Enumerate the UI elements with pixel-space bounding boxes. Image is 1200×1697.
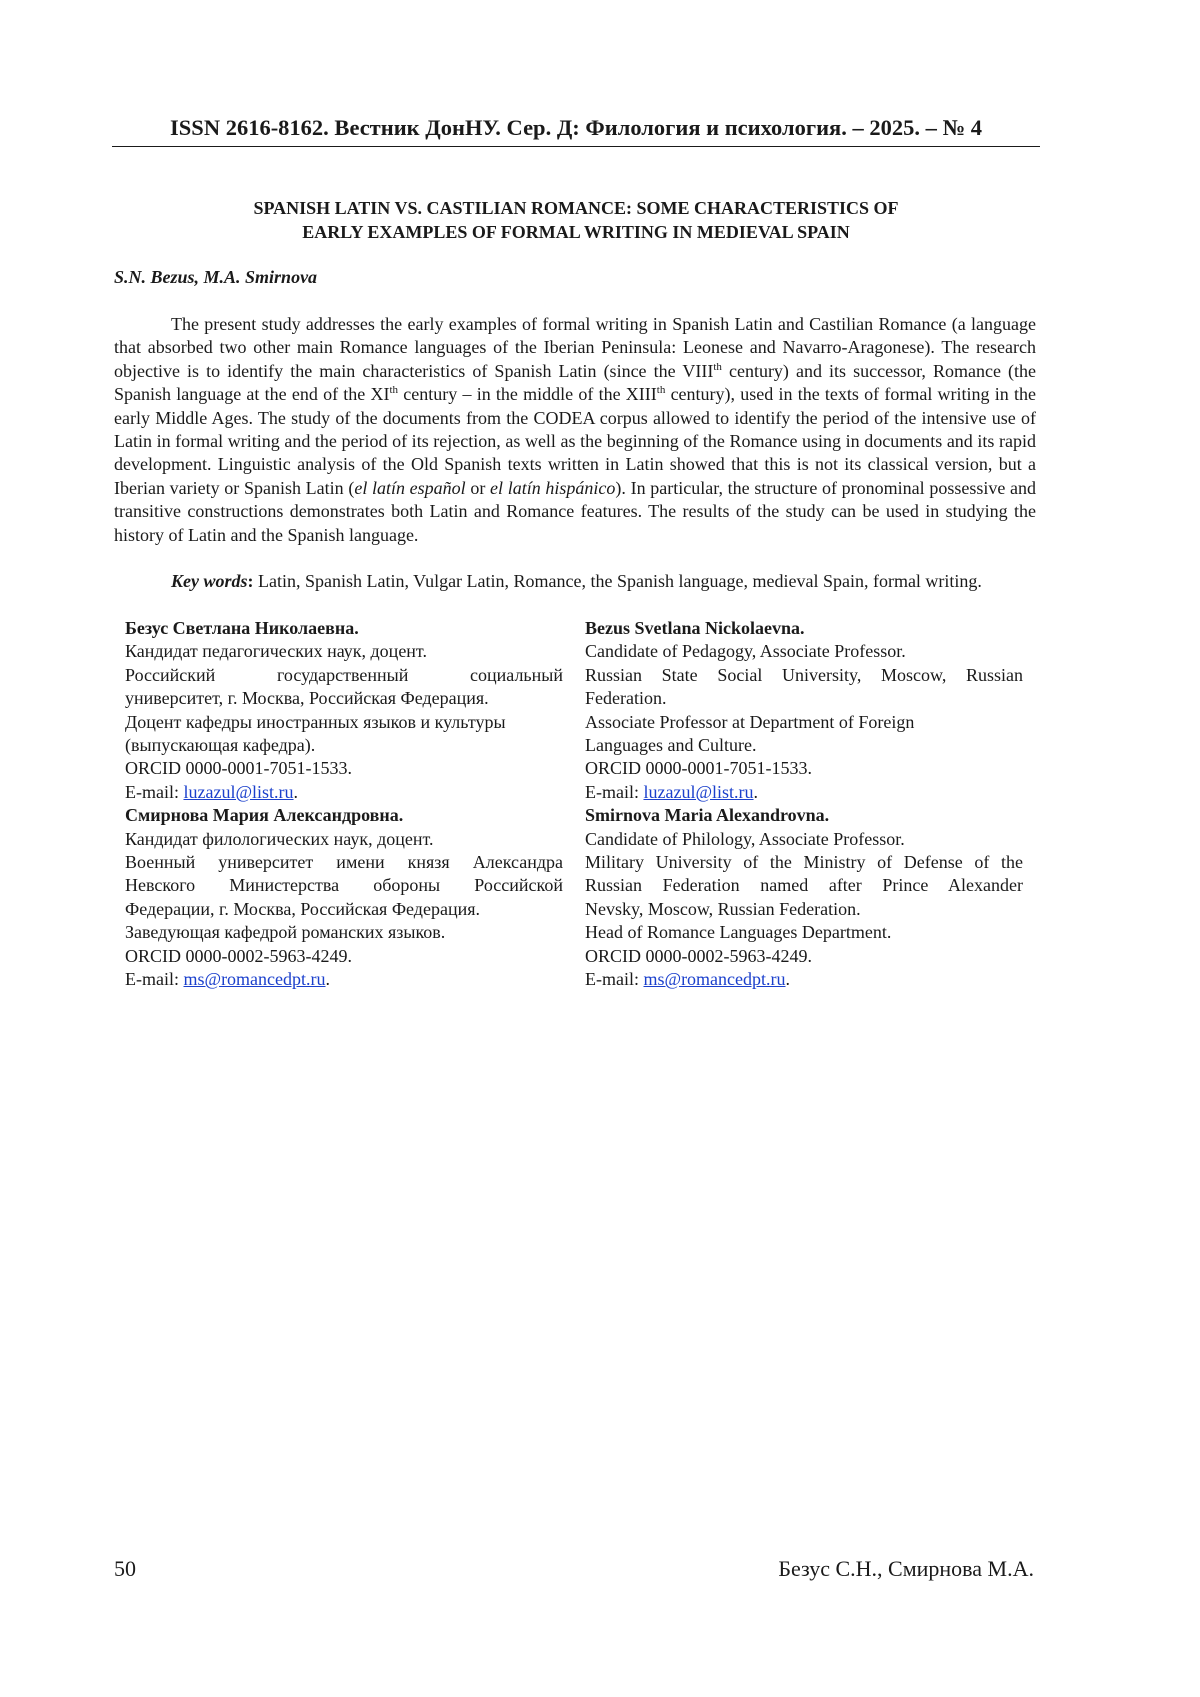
abstract-text-2: century) and its successor, Romance (the Spanish language at the end of the XI [114,360,1036,405]
author-1-email-link-en[interactable]: luzazul@list.ru [643,781,754,802]
author-1-position-en-1: Associate Professor at Department of Foreign [585,711,915,732]
page-number: 50 [114,1556,136,1581]
author-2-name-en: Smirnova Maria Alexandrovna. [585,805,830,826]
author-info-english [585,617,1023,992]
author-1-email-en [585,781,1023,804]
author-1-position-en-2: Languages and Culture. [585,735,757,756]
author-1-affiliation-en-1: Russian State Social University, Moscow, Russian [585,664,1023,685]
author-1-orcid-ru: ORCID 0000-0001-7051-1533. [125,758,352,779]
author-1-name-en: Bezus Svetlana Nickolaevna. [585,618,805,638]
author-1-degree-en: Candidate of Pedagogy, Associate Professor. [585,641,906,662]
email-label: E-mail: [585,781,644,802]
email-period: . [293,781,299,802]
author-1-orcid-en: ORCID 0000-0001-7051-1533. [585,758,812,779]
author-1-name-ru: Безус Светлана Николаевна. [125,618,359,638]
article-title-line-2: EARLY EXAMPLES OF FORMAL WRITING IN MEDIEVAL SPAIN [302,222,850,242]
author-2-affiliation-ru-1: Военный университет имени князя Александра [125,852,563,873]
abstract [114,313,1036,547]
author-1-position-ru-1: Доцент кафедры иностранных языков и культуры [125,711,506,732]
author-1-email-ru [125,781,563,804]
abstract-text-4: century), used in the texts of formal writing in the early Middle Ages. The study of the documents from the CODEA corpus allowed to identify the period of the intensive use of Latin in formal writing and the period of its rejection, as well as the beginning of the Romance using in documents and its rapid development. Linguistic analysis of the Old Spanish texts written in Latin showed that this is not its classical version, but a Iberian variety or Spanish Latin ( [114,384,1036,498]
keywords-text: Latin, Spanish Latin, Vulgar Latin, Romance, the Spanish language, medieval Spain, formal writing. [253,571,982,591]
abstract-italic-1: el latín español [354,477,466,498]
author-1-affiliation-en-2: Federation. [585,688,667,709]
abstract-text-1: The present study addresses the early examples of formal writing in Spanish Latin and Castilian Romance (a language that absorbed two other main Romance languages of the Iberian Peninsula: Leonese and Navarro-Aragonese). The research objective is to identify the main characteristics of Spanish Latin (since the VIII [114,314,1036,381]
author-2-degree-en: Candidate of Philology, Associate Professor. [585,828,905,849]
email-period: . [753,781,759,802]
author-2-email-en [585,968,1023,991]
author-2-email-ru [125,968,563,991]
author-2-email-link-en[interactable]: ms@romancedpt.ru [643,969,786,990]
email-period: . [785,969,791,990]
article-title-line-1: SPANISH LATIN VS. CASTILIAN ROMANCE: SOME CHARACTERISTICS OF [253,198,899,218]
email-label: E-mail: [585,969,644,990]
author-2-position-en-1: Head of Romance Languages Department. [585,922,892,943]
author-2-orcid-ru: ORCID 0000-0002-5963-4249. [125,945,352,966]
author-1-degree-ru: Кандидат педагогических наук, доцент. [125,641,427,662]
abstract-text-6: ). In particular, the structure of pronominal possessive and transitive constructions demonstrates both Latin and Romance features. The results of the study can be used in studying the history of Latin and the Spanish language. [114,477,1036,545]
superscript-th-2: th [389,384,399,397]
author-1-position-ru-2: (выпускающая кафедра). [125,735,316,756]
author-2-email-link-ru[interactable]: ms@romancedpt.ru [183,969,326,990]
superscript-th-3: th [656,384,666,397]
author-1-email-link-ru[interactable]: luzazul@list.ru [183,781,294,802]
author-2-affiliation-en-1: Military University of the Ministry of Defense of the [585,852,1023,873]
author-2-name-ru: Смирнова Мария Александровна. [125,805,404,826]
author-1-affiliation-ru-2: университет, г. Москва, Российская Федерация. [125,688,489,709]
author-2-affiliation-en-2: Russian Federation named after Prince Alexander [585,875,1023,896]
author-2-orcid-en: ORCID 0000-0002-5963-4249. [585,945,812,966]
abstract-italic-2: el latín hispánico [490,477,616,498]
email-label: E-mail: [125,969,184,990]
author-2-affiliation-en-3: Nevsky, Moscow, Russian Federation. [585,898,861,919]
superscript-th-1: th [713,360,722,373]
author-2-affiliation-ru-3: Федерации, г. Москва, Российская Федерация. [125,898,480,919]
abstract-text-5: or [465,477,491,498]
email-period: . [325,969,331,990]
keywords [114,570,1036,593]
article-authors: S.N. Bezus, M.A. Smirnova [114,267,318,287]
email-label: E-mail: [125,781,184,802]
author-2-position-ru-1: Заведующая кафедрой романских языков. [125,922,446,943]
author-info-russian [125,617,563,992]
journal-header: ISSN 2616-8162. Вестник ДонНУ. Сер. Д: Филология и психология. – 2025. – № 4 [112,112,1040,147]
keywords-colon: : [247,571,254,591]
abstract-text-3: century – in the middle of the XIII [398,384,657,405]
author-2-degree-ru: Кандидат филологических наук, доцент. [125,828,434,849]
author-1-affiliation-ru-1: Российский государственный социальный [125,664,563,685]
author-2-affiliation-ru-2: Невского Министерства обороны Российской [125,875,563,896]
footer-authors: Безус С.Н., Смирнова М.А. [778,1556,1034,1581]
keywords-label: Key words [171,571,248,591]
article-title [112,196,1040,244]
